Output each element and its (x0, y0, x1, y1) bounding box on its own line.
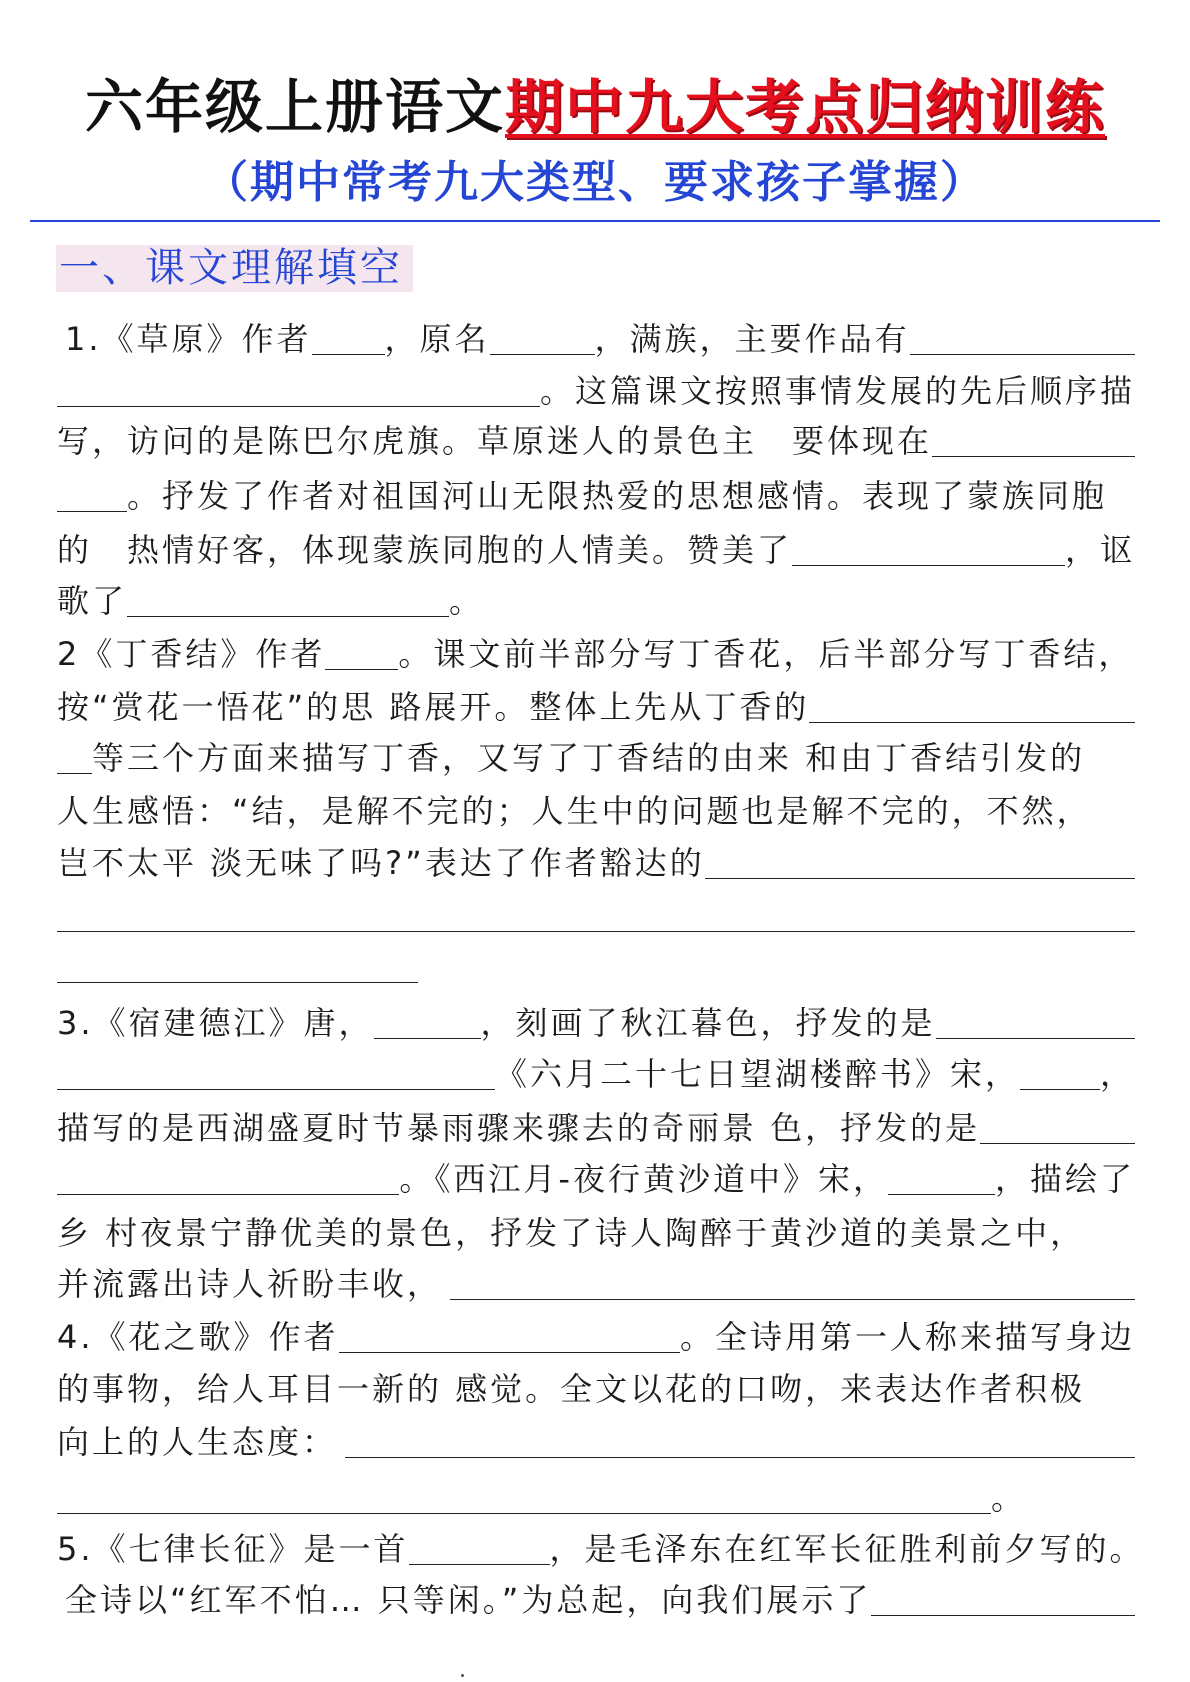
answer-blank (57, 1485, 991, 1514)
question-text: 岂不太平 淡无味了吗?”表达了作者豁达的 (57, 844, 705, 882)
question-text: 。 (449, 582, 485, 620)
question-number: 1. (65, 320, 102, 358)
header-divider (30, 220, 1160, 222)
question-line (57, 317, 1135, 361)
answer-blank-line (57, 982, 418, 983)
answer-blank (57, 1061, 495, 1090)
section-heading: 一、课文理解填空 (56, 245, 413, 292)
question-line (57, 1476, 1135, 1520)
question-number: 2 (57, 635, 81, 673)
answer-blank-line (57, 931, 1135, 932)
question-line (57, 1367, 1135, 1411)
question-line (57, 736, 1135, 780)
question-line (57, 1211, 1135, 1255)
question-text: ， (1099, 1055, 1135, 1093)
title-grade-subject: 六年级上册语文 (84, 73, 505, 141)
question-text: 《丁香结》作者 (80, 635, 326, 673)
question-text: ，满族，主要作品有 (594, 320, 910, 358)
question-text: 《宿建德江》唐， (93, 1004, 374, 1042)
answer-blank (936, 1010, 1135, 1039)
question-line (57, 528, 1135, 572)
question-text: 人生感悟：“结，是解不完的；人生中的问题也是解不完的，不然， (57, 792, 1092, 830)
question-line (57, 369, 1135, 413)
question-line (57, 632, 1135, 676)
question-line (57, 1527, 1145, 1571)
question-text: 的 热情好客，体现蒙族同胞的人情美。赞美了 (57, 531, 793, 569)
question-line (57, 579, 1135, 623)
answer-blank (57, 378, 540, 407)
page-subtitle: （期中常考九大类型、要求孩子掌握） (204, 157, 986, 208)
answer-blank (888, 1166, 995, 1195)
question-text: ，讴 (1064, 531, 1135, 569)
question-text: ，是毛泽东在红军长征胜利前夕写的。 (549, 1530, 1145, 1568)
question-number: 5. (57, 1530, 94, 1568)
question-line (57, 1578, 1135, 1622)
question-line (57, 1157, 1135, 1201)
answer-blank (980, 1115, 1135, 1144)
question-text: 《花之歌》作者 (93, 1318, 339, 1356)
question-text: 。全诗用第一人称来描写身边 (679, 1318, 1135, 1356)
title-highlight: 期中九大考点归纳训练 (505, 73, 1106, 141)
answer-blank (127, 588, 449, 617)
question-text: 乡 村夜景宁静优美的景色，抒发了诗人陶醉于黄沙道的美景之中， (57, 1214, 1086, 1252)
question-text: 《草原》作者 (101, 320, 312, 358)
question-line (57, 789, 1135, 833)
question-text: 全诗以“红军不怕… 只等闲。”为总起，向我们展示了 (65, 1581, 872, 1619)
answer-blank (1020, 1061, 1100, 1090)
question-line (57, 1262, 1135, 1306)
answer-blank (57, 1166, 399, 1195)
question-line (57, 419, 1135, 463)
question-text: 。《西江月-夜行黄沙道中》宋， (399, 1160, 888, 1198)
question-text: 的事物，给人耳目一新的 感觉。全文以花的口吻，来表达作者积极 (57, 1370, 1086, 1408)
answer-blank (312, 326, 385, 355)
question-line (57, 1106, 1135, 1150)
question-text: ，原名 (384, 320, 490, 358)
question-text: 向上的人生态度： (57, 1423, 338, 1461)
answer-blank (339, 1324, 680, 1353)
question-text: 歌了 (57, 582, 128, 620)
question-text: 并流露出诗人祈盼丰收， (57, 1265, 443, 1303)
question-text: 描写的是西湖盛夏时节暴雨骤来骤去的奇丽景 色，抒发的是 (57, 1109, 981, 1147)
question-line (57, 1420, 1135, 1464)
answer-blank (345, 1429, 1135, 1458)
question-text: 。抒发了作者对祖国河山无限热爱的思想感情。表现了蒙族同胞 (127, 477, 1108, 515)
question-line (57, 1001, 1135, 1045)
answer-blank (374, 1010, 481, 1039)
question-text: 。 (991, 1479, 1027, 1517)
answer-blank (705, 850, 1135, 879)
answer-blank (57, 483, 127, 512)
question-line (57, 685, 1135, 729)
question-text: ，描绘了 (994, 1160, 1135, 1198)
question-text: 。这篇课文按照事情发展的先后顺序描 (539, 372, 1135, 410)
question-line (57, 474, 1135, 518)
question-number: 4. (57, 1318, 94, 1356)
page-speck (461, 1674, 464, 1677)
question-number: 3. (57, 1004, 94, 1042)
question-text: 《七律长征》是一首 (93, 1530, 409, 1568)
question-line (57, 1315, 1135, 1359)
page-title (0, 71, 1190, 143)
question-text: 按“赏花一悟花”的思 路展开。整体上先从丁香的 (57, 688, 810, 726)
question-text: 写，访问的是陈巴尔虎旗。草原迷人的景色主 要体现在 (57, 422, 933, 460)
answer-blank (932, 428, 1135, 457)
question-line (57, 841, 1135, 885)
answer-blank (910, 326, 1135, 355)
question-text: 。课文前半部分写丁香花，后半部分写丁香结， (398, 635, 1134, 673)
answer-blank (409, 1536, 550, 1565)
answer-blank (809, 694, 1135, 723)
answer-blank (490, 326, 595, 355)
answer-blank (450, 1271, 1135, 1300)
answer-blank (871, 1587, 1135, 1616)
question-text: ，刻画了秋江暮色，抒发的是 (480, 1004, 936, 1042)
question-line (57, 1052, 1135, 1096)
answer-blank (57, 745, 92, 774)
answer-blank (792, 537, 1065, 566)
question-text: 等三个方面来描写丁香，又写了丁香结的由来 和由丁香结引发的 (92, 739, 1086, 777)
question-text: 《六月二十七日望湖楼醉书》宋， (494, 1055, 1020, 1093)
answer-blank (325, 641, 398, 670)
